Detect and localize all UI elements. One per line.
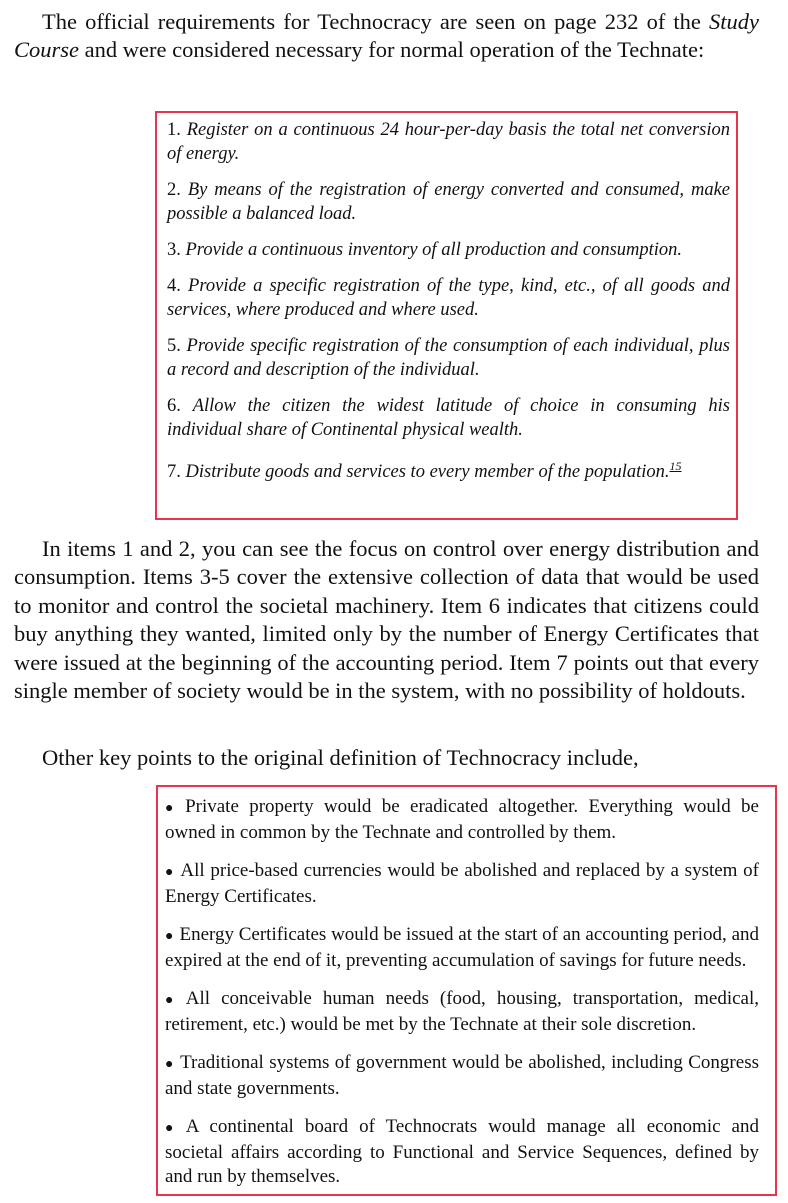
key-point-item: ● Energy Certificates would be issued at the start of an accounting period, and expired at the end of it, preventing accumulation of savings for future needs. <box>165 924 759 971</box>
bullet-icon: ● <box>165 1057 175 1072</box>
requirement-item: 6. Allow the citizen the widest latitude of choice in consuming his individual share of Continental physical wealth. <box>167 396 730 440</box>
requirement-item: 4. Provide a specific registration of the type, kind, etc., of all goods and services, where produced and where used. <box>167 276 730 320</box>
key-point-item: ● Private property would be eradicated altogether. Everything would be owned in common by the Technate and controlled by them. <box>165 796 759 843</box>
analysis-paragraph: In items 1 and 2, you can see the focus on control over energy distribution and consumption. Items 3-5 cover the extensive collection of data that would be used to monitor and control the societal machinery. Item 6 indicates that citizens could buy anything they wanted, limited only by the number of Energy Certificates that were issued at the beginning of the accounting period. Item 7 points out that every single member of society would be in the system, with no possibility of holdouts. <box>14 536 759 704</box>
intro-after: and were considered necessary for normal operation of the Technate: <box>84 37 705 63</box>
intro-paragraph <box>14 8 759 65</box>
requirements-list <box>167 118 730 496</box>
book-title: Study Course <box>14 9 760 63</box>
requirement-item: 5. Provide specific registration of the consumption of each individual, plus a record and description of the individual. <box>167 336 730 380</box>
key-point-item: ● Traditional systems of government would be abolished, including Congress and state governments. <box>165 1052 759 1099</box>
requirement-item: 3. Provide a continuous inventory of all production and consumption. <box>167 240 683 260</box>
key-point-item: ● All conceivable human needs (food, housing, transportation, medical, retirement, etc.) would be met by the Technate at their sole discretion. <box>165 988 759 1035</box>
bullet-icon: ● <box>165 1121 180 1136</box>
key-point-item: ● All price-based currencies would be abolished and replaced by a system of Energy Certificates. <box>165 860 759 907</box>
requirement-item: 1. Register on a continuous 24 hour-per-day basis the total net conversion of energy. <box>167 120 731 164</box>
key-points-list <box>165 795 759 1203</box>
bullet-icon: ● <box>165 865 175 880</box>
requirement-item: 7. Distribute goods and services to every member of the population.$^{15}$ <box>167 459 682 483</box>
bullet-icon: ● <box>165 801 180 816</box>
intro-before: The official requirements for Technocracy are seen on page 232 of the <box>42 9 701 34</box>
key-point-item: ● A continental board of Technocrats would manage all economic and societal affairs according to Functional and Service Sequences, defined by and run by themselves. <box>165 1116 759 1187</box>
key-points-intro: Other key points to the original definition of Technocracy include, <box>42 745 639 770</box>
bullet-icon: ● <box>165 929 174 944</box>
bullet-icon: ● <box>165 993 180 1008</box>
footnote-link[interactable]: 15 <box>669 459 682 473</box>
requirement-item: 2. By means of the registration of energy converted and consumed, make possible a balanced load. <box>167 180 730 224</box>
